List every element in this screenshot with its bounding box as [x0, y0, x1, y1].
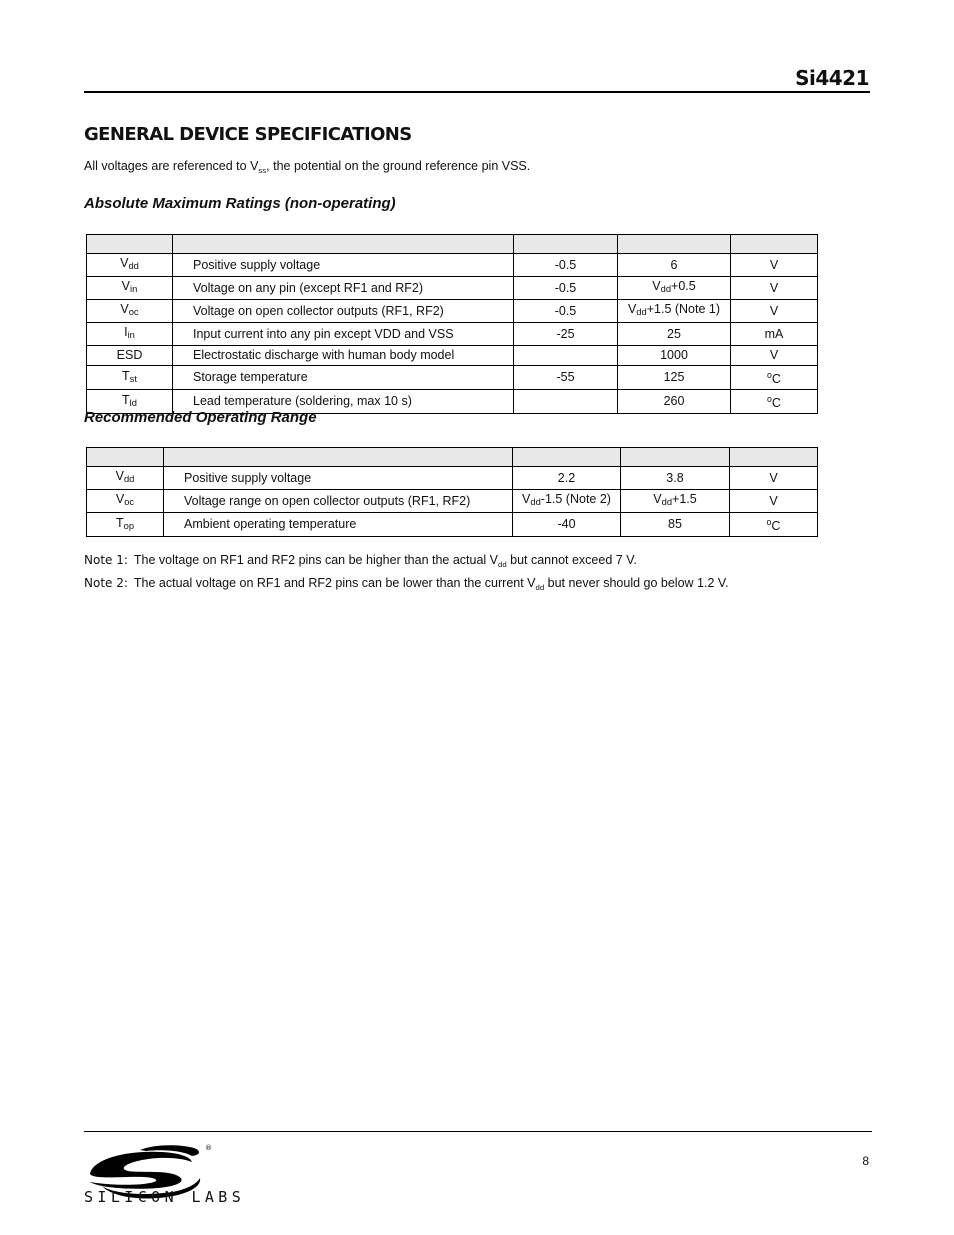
table-row	[87, 254, 818, 277]
cell-parameter: Voltage on any pin (except RF1 and RF2)	[173, 277, 514, 300]
table-row	[87, 323, 818, 346]
cell-parameter: Positive supply voltage	[173, 254, 514, 277]
cell-symbol: $T_{op}$	[87, 513, 164, 537]
cell-symbol: $V_{in}$	[87, 277, 173, 300]
note-2: Note 2: The actual voltage on RF1 and RF2 pins can be lower than the current $V_{dd}$ but never should go below 1.2 V.	[84, 576, 729, 592]
cell-units: V	[731, 277, 818, 300]
cell-parameter: Ambient operating temperature	[164, 513, 513, 537]
section-title: GENERAL DEVICE SPECIFICATIONS	[84, 124, 412, 145]
cell-symbol: $T_{st}$	[87, 366, 173, 390]
cell-symbol: $I_{in}$	[87, 323, 173, 346]
cell-min: $V_{dd}-1.5$ (Note 2)	[513, 490, 621, 513]
header-cell-parameter	[164, 448, 513, 467]
table-row	[87, 346, 818, 366]
cell-min	[514, 390, 618, 414]
cell-parameter: Storage temperature	[173, 366, 514, 390]
table-header-row	[87, 448, 818, 467]
cell-max: $V_{dd}+1.5$ (Note 1)	[618, 300, 731, 323]
header-cell-max	[618, 235, 731, 254]
cell-min: -25	[514, 323, 618, 346]
cell-max: 85	[621, 513, 730, 537]
cell-min: -55	[514, 366, 618, 390]
recommended-heading: Recommended Operating Range	[84, 409, 317, 426]
table-row	[87, 277, 818, 300]
cell-units: V	[730, 467, 818, 490]
cell-units: V	[731, 254, 818, 277]
cell-min: 2.2	[513, 467, 621, 490]
cell-max: $V_{dd}+0.5$	[618, 277, 731, 300]
header-cell-min	[514, 235, 618, 254]
logo-wordmark: SILICON LABS	[84, 1188, 246, 1206]
note-1: Note 1: The voltage on RF1 and RF2 pins can be higher than the actual $V_{dd}$ but cannot exceed 7 V.	[84, 553, 637, 569]
cell-max: 3.8	[621, 467, 730, 490]
part-number: Si4421	[795, 66, 869, 90]
cell-units: V	[731, 346, 818, 366]
table-row	[87, 467, 818, 490]
cell-min: -0.5	[514, 254, 618, 277]
cell-units: V	[731, 300, 818, 323]
cell-min: -0.5	[514, 300, 618, 323]
table-header-row	[87, 235, 818, 254]
cell-symbol: ESD	[87, 346, 173, 366]
cell-min: -40	[513, 513, 621, 537]
cell-parameter: Voltage on open collector outputs (RF1, RF2)	[173, 300, 514, 323]
intro-text: All voltages are referenced to $V_{ss}$, the potential on the ground reference pin VSS.	[84, 159, 531, 175]
cell-parameter: Voltage range on open collector outputs (RF1, RF2)	[164, 490, 513, 513]
cell-symbol: $V_{dd}$	[87, 467, 164, 490]
cell-parameter: Input current into any pin except VDD and VSS	[173, 323, 514, 346]
table-row	[87, 513, 818, 537]
cell-symbol: $T_{ld}$	[87, 390, 173, 414]
cell-parameter: Lead temperature (soldering, max 10 s)	[173, 390, 514, 414]
cell-max: 25	[618, 323, 731, 346]
header-cell-min	[513, 448, 621, 467]
cell-max: 125	[618, 366, 731, 390]
cell-symbol: $V_{oc}$	[87, 300, 173, 323]
cell-max: 1000	[618, 346, 731, 366]
cell-max: 6	[618, 254, 731, 277]
header-cell-symbol	[87, 448, 164, 467]
cell-parameter: Positive supply voltage	[164, 467, 513, 490]
cell-max: $V_{dd}+1.5$	[621, 490, 730, 513]
cell-symbol: $V_{dd}$	[87, 254, 173, 277]
absolute-max-heading: Absolute Maximum Ratings (non-operating)	[84, 195, 396, 212]
cell-max: 260	[618, 390, 731, 414]
table-row	[87, 490, 818, 513]
header-cell-units	[730, 448, 818, 467]
header-cell-symbol	[87, 235, 173, 254]
header-rule	[84, 91, 870, 93]
cell-units: mA	[731, 323, 818, 346]
recommended-table	[86, 447, 818, 537]
header-cell-max	[621, 448, 730, 467]
cell-min: -0.5	[514, 277, 618, 300]
cell-units: $^o$C	[731, 390, 818, 414]
footer-rule	[84, 1131, 872, 1132]
cell-units: V	[730, 490, 818, 513]
svg-text:®: ®	[205, 1144, 212, 1152]
table-row	[87, 366, 818, 390]
cell-parameter: Electrostatic discharge with human body model	[173, 346, 514, 366]
cell-units: $^o$C	[730, 513, 818, 537]
cell-min	[514, 346, 618, 366]
cell-symbol: $V_{oc}$	[87, 490, 164, 513]
header-cell-units	[731, 235, 818, 254]
cell-units: $^o$C	[731, 366, 818, 390]
header-cell-parameter	[173, 235, 514, 254]
absolute-max-table	[86, 234, 818, 414]
page-number: 8	[862, 1154, 869, 1168]
table-row	[87, 300, 818, 323]
